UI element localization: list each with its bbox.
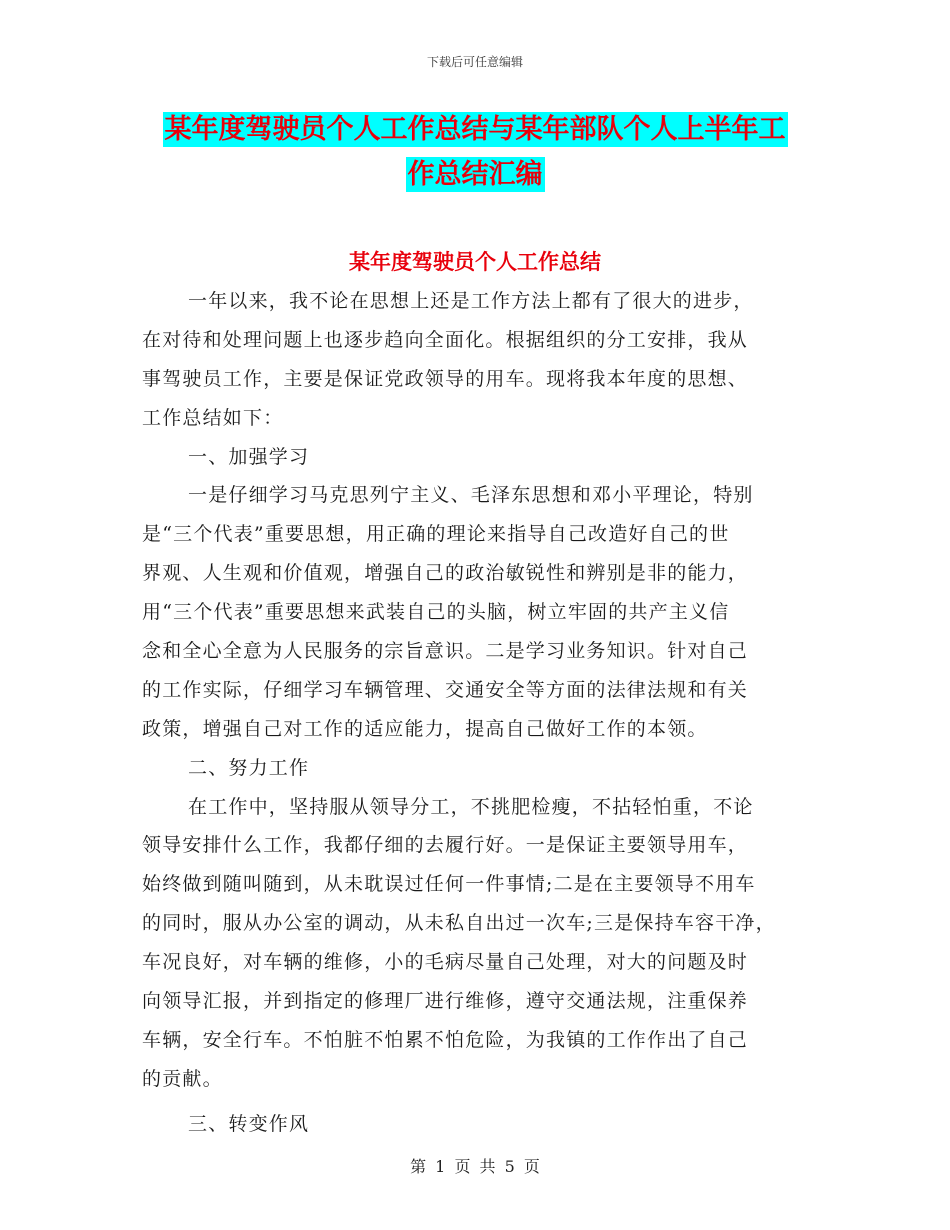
paragraph-line: 是“三个代表”重要思想，用正确的理论来指导自己改造好自己的世	[142, 523, 730, 546]
paragraph-line: 在工作中，坚持服从领导分工，不挑肥检瘦，不拈轻怕重，不论	[188, 795, 754, 818]
header-note: 下载后可任意编辑	[426, 55, 523, 69]
paragraph-line: 一是仔细学习马克思列宁主义、毛泽东思想和邓小平理论，特别	[188, 484, 754, 507]
heading-line: 二、努力工作	[188, 756, 310, 779]
paragraph-line: 界观、人生观和价值观，增强自己的政治敏锐性和辨别是非的能力，	[142, 562, 749, 585]
paragraph-line: 事驾驶员工作，主要是保证党政领导的用车。现将我本年度的思想、	[142, 367, 749, 390]
paragraph-line: 念和全心全意为人民服务的宗旨意识。二是学习业务知识。针对自己	[142, 640, 749, 663]
paragraph-line: 车辆，安全行车。不怕脏不怕累不怕危险，为我镇的工作作出了自己	[142, 1028, 749, 1051]
heading-line: 一、加强学习	[188, 445, 310, 468]
paragraph-line: 用“三个代表”重要思想来武装自己的头脑，树立牢固的共产主义信	[142, 601, 730, 624]
section-title: 某年度驾驶员个人工作总结	[349, 250, 601, 274]
paragraph-line: 工作总结如下：	[142, 406, 284, 429]
document-body	[142, 282, 822, 1144]
paragraph-line: 在对待和处理问题上也逐步趋向全面化。根据组织的分工安排，我从	[142, 328, 749, 351]
paragraph-line: 车况良好，对车辆的维修，小的毛病尽量自己处理，对大的问题及时	[142, 951, 749, 974]
document-title-line-2: 作总结汇编	[407, 159, 543, 190]
paragraph-line: 一年以来，我不论在思想上还是工作方法上都有了很大的进步，	[188, 290, 754, 312]
paragraph-line: 的贡献。	[142, 1067, 223, 1090]
paragraph-line: 的工作实际，仔细学习车辆管理、交通安全等方面的法律法规和有关	[142, 678, 749, 701]
heading-line: 三、转变作风	[188, 1112, 310, 1135]
paragraph-line: 向领导汇报，并到指定的修理厂进行维修，遵守交通法规，注重保养	[142, 990, 749, 1013]
document-title-line-1: 某年度驾驶员个人工作总结与某年部队个人上半年工	[164, 114, 786, 145]
paragraph-line: 的同时，服从办公室的调动，从未私自出过一次车;三是保持车容干净，	[142, 912, 776, 935]
page-footer: 第 1 页 共 5 页	[410, 1157, 540, 1176]
paragraph-line: 领导安排什么工作，我都仔细的去履行好。一是保证主要领导用车，	[142, 834, 749, 857]
paragraph-line: 始终做到随叫随到，从未耽误过任何一件事情;二是在主要领导不用车	[142, 873, 756, 896]
paragraph-line: 政策，增强自己对工作的适应能力，提高自己做好工作的本领。	[142, 717, 708, 740]
